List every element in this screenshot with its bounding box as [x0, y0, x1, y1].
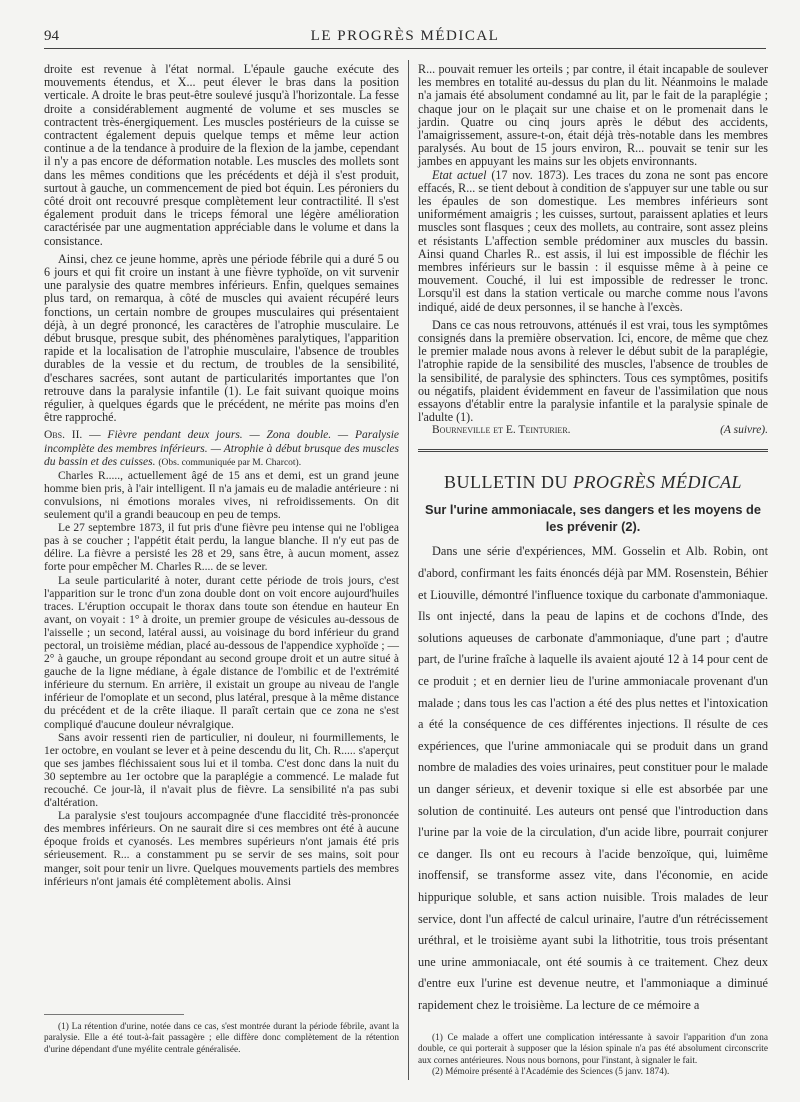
authors-signature: Bourneville et E. Teinturier. [432, 424, 571, 437]
observation-credit: (Obs. communiquée par M. Charcot). [158, 457, 302, 468]
journal-title: LE PROGRÈS MÉDICAL [310, 28, 500, 44]
etat-actuel-text: (17 nov. 1873). Les traces du zona ne sont pas encore effacés, R... se tient debout à condition de s'appuyer sur une table ou sur les épaules de son domestique. Les membres inférieurs sont uniformément amaigris ; les cuisses, surtout, paraissent aplaties et leurs muscles sont flasques ; ceux des mollets, au contraire, sont assez pleins et résistants L'affection semble prédominer aux muscles du bassin. Ainsi quand Charles R.. est assis, il lui est impossible de fléchir les membres inférieurs sur le bassin : il esquisse même à à peine ce mouvement. Couché, il lui est impossible de redresser le tronc. Lorsqu'il est dans la station verticale ou marche comme nous l'avons indiqué, aidé de deux personnes, il se hanche à l'excès. [418, 167, 768, 314]
left-paragraph-2: Ainsi, chez ce jeune homme, après une période fébrile qui a duré 5 ou 6 jours et qui fit croire un instant à une fièvre typhoïde, on vit survenir une paralysie des quatre membres inférieurs. Enfin, quelques semaines plus tard, on remarqua, à côté de muscles qui avaient récupéré leurs fonctions, un certain nombre de groupes musculaires qui présentaient déjà, à un degré prononcé, les caractères de l'atrophie musculaire. Le début brusque, presque subit, des phénomènes paralytiques, l'apparition rapide et la localisation de l'atrophie musculaire, l'absence de troubles durables de la vessie et du rectum, de troubles de la sensibilité, d'eschares sacrées, sont autant de particularités importantes que l'on retrouve dans la paralysie infantile (1). Le fait suivant quoique moins régulier, à quelques égards que le précédent, ne mérite pas moins d'en être rapproché. [44, 251, 399, 425]
bulletin-title [418, 472, 768, 493]
left-paragraph-6: Sans avoir ressenti rien de particulier, ni douleur, ni fourmillements, le 1er octobre, en voulant se lever et à peine descendu du lit, Ch. R..... s'aperçut que ses jambes fléchissaient sous lui et il tomba. C'est donc dans la nuit du 30 septembre au 1er octobre que la paraplégie a commencé. Le malade fut recouché. Ce jour-là, il n'avait plus de fièvre. La sensibilité n'a pas subi d'altération. [44, 731, 399, 810]
observation-label: Obs. II. — [44, 429, 101, 442]
left-paragraph-4: Le 27 septembre 1873, il fut pris d'une fièvre peu intense qui ne l'obligea pas à se coucher ; l'appétit était perdu, la langue blanche. Il n'y eut pas de délire. La fièvre a persisté les 28 et 29, sans être, à aucun moment, assez forte pour empêcher M. Charles R.... de se lever. [44, 522, 399, 574]
to-be-continued: (A suivre). [720, 424, 768, 437]
right-column [418, 63, 768, 1017]
right-paragraph-2 [418, 169, 768, 314]
page-number: 94 [44, 28, 59, 44]
signature-line [418, 424, 768, 437]
column-divider [408, 60, 409, 1080]
bulletin-title-part-1: BULLETIN DU [444, 472, 568, 493]
left-paragraph-1: droite est revenue à l'état normal. L'épaule gauche exécute des mouvements étendus, et X... peut élever le bras dans la position verticale. A droite le bras peut-être soulevé jusqu'à l'horizontale. La fesse droite a considérablement augmenté de volume et ses muscles se contractent très-énergiquement. Les muscles postérieurs de la cuisse se contractent également depuis quelque temps et même leur action continue a de la tendance à produire de la flexion de la jambe, cependant il n'y a pas encore de déformation notable. Les muscles des mollets sont dans les mêmes conditions que les précédents et déjà il s'est produit, surtout à gauche, un commencement de pied bot équin. Les péroniers du côté droit ont recouvré presque complètement leur contractilité. Il s'est également produit dans le triceps fémoral une légère amélioration caractérisée par une augmentation appréciable dans le volume et dans la consistance. [44, 62, 399, 248]
page-header [44, 28, 766, 49]
bulletin-title-part-2: PROGRÈS MÉDICAL [573, 472, 742, 493]
right-footnotes [418, 1033, 768, 1079]
left-paragraph-3: Charles R....., actuellement âgé de 15 ans et demi, est un grand jeune homme bien pris, à l'air intelligent. Il n'a jamais eu de maladie antérieure : ni convulsions, ni émotions morales vives, ni refroidissements. On dit seulement qu'il a grandi beaucoup en peu de temps. [44, 469, 399, 522]
right-footnote-2: (2) Mémoire présenté à l'Académie des Sciences (5 janv. 1874). [432, 1067, 670, 1078]
observation-title: Fièvre pendant deux jours. — Zona double. — Paralysie incomplète des membres inférieurs. — Atrophie à début brusque des muscles du bassin et des cuisses. [44, 429, 400, 468]
left-footnote-rule [44, 1014, 184, 1015]
left-column [44, 63, 399, 889]
section-divider [418, 449, 768, 452]
left-paragraph-7: La paralysie s'est toujours accompagnée d'une flaccidité très-prononcée des membres inférieurs. On ne saurait dire si ces membres ont été à aucune époque froids et cyanosés. Les membres supérieurs n'ont jamais été pris sérieusement. R... a constamment pu se servir de ses mains, soit pour manger, soit pour tenir un livre. Quelques mouvements partiels des membres inférieurs n'ont jamais été complètement abolis. Ainsi [44, 810, 399, 888]
article-subtitle: Sur l'urine ammoniacale, ses dangers et les moyens de les prévenir (2). [425, 502, 761, 535]
right-paragraph-4: Dans une série d'expériences, MM. Gosselin et Alb. Robin, ont d'abord, confirmant les faits énoncés déjà par MM. Rosenstein, Béhier et Liouville, démontré l'influence toxique du carbonate d'ammoniaque. Ils ont injecté, dans la peau de lapins et de cochons d'Inde, des solutions aqueuses de carbonate d'ammoniaque, d'une part ; d'autre part, de l'urine fraîche à laquelle ils avaient ajouté 12 à 14 pour cent de ce produit ; et en dernier lieu de l'urine ammoniacale provenant d'un malade ; dans tous les cas l'action a été des plus nettes et l'intoxication a été la conséquence de ces différentes injections. Il résulte de ces expériences, que l'urine ammoniacale qui se produit dans un grand nombre de maladies des voies urinaires, peut constituer pour le malade un danger sérieux, et devenir toxique si elle est absorbée par une solution de continuité. Les auteurs ont pensé que l'introduction dans l'urine par la voie de la circulation, d'un acide libre, pourrait conjurer ce danger. Ils ont eu recours à l'acide benzoïque, qui, luimême inoffensif, se transforme assez vite, dans l'économie, en acide hippurique soluble, et sans action nuisible. Trois malades de leur service, dont l'un affecté de calcul urinaire, l'autre d'un rétrécissement uréthral, et le troisième ayant subi la lithotritie, tous trois présentant une urine ammoniacale, ont été soumis à ce traitement. Chez deux d'entre eux l'urine est devenue neutre, et l'ammoniaque a diminué rapidement chez le troisième. La lecture de ce mémoire a [418, 544, 768, 1012]
left-footnote-1: (1) La rétention d'urine, notée dans ce cas, s'est montrée durant la période fébrile, avant la paralysie. Elle a été tout-à-fait passagère ; elle diffère donc complètement de la rétention d'urine dépendant d'une myélite centrale généralisée. [44, 1022, 399, 1055]
right-paragraph-1: R... pouvait remuer les orteils ; par contre, il était incapable de soulever les membres en totalité au-dessus du plan du lit. Néanmoins le malade n'a jamais été absolument condamné au lit, par le fait de la paraplégie ; chaque jour on le plaçait sur une chaise et on le promenait dans le jardin. Quatre ou cinq jours après le début des accidents, l'amaigrissement, assure-t-on, était déjà très-notable dans les membres paralysés. Au bout de 15 jours environ, R... pouvait se tenir sur les jambes en appuyant les mains sur les objets environnants. [418, 62, 768, 169]
right-footnote-1: (1) Ce malade a offert une complication intéressante à savoir l'apparition d'un zona double, ce qui porterait à supposer que la lésion spinale n'a pas été absolument circonscrite aux cornes antérieures. Nous nous bornons, pour l'instant, à signaler le fait. [418, 1033, 768, 1066]
observation-heading [44, 429, 399, 469]
left-paragraph-5: La seule particularité à noter, durant cette période de trois jours, c'est l'apparition sur le tronc d'un zona double dont on voit encore aujourd'huiles traces. L'éruption occupait le thorax dans toute son étendue en hauteur En avant, on voyait : 1° à droite, un premier groupe de vésicules au-dessous de l'aisselle ; un second, latéral aussi, au voisinage du bord inférieur du grand pectoral, un troisième médian, placé au-dessous de l'appendice xyphoïde ; — 2° à gauche, un groupe répondant au second groupe droit et un autre situé à gauche de la ligne médiane, à égale distance de l'ombilic et de l'extrémité inférieure du sternum. En arrière, il existait un groupe au niveau de l'angle inférieur de l'omoplate et un second, plus latéral, presque à la même distance du précédent et de la crête iliaque. Il paraît certain que ce zona ne s'est compliqué d'aucune douleur névralgique. [44, 574, 399, 731]
left-footnotes [44, 1022, 399, 1056]
etat-actuel-label: Etat actuel [432, 167, 487, 182]
right-paragraph-3: Dans ce cas nous retrouvons, atténués il est vrai, tous les symptômes consignés dans la première observation. Ici, encore, de même que chez le premier malade nous avons à relever le début subit de la paraplégie, l'atrophie rapide de la sensibilité des muscles, l'absence de troubles de la sensibilité, de paralysie des sphincters. Tous ces symptômes, positifs ou négatifs, plaident évidemment en faveur de l'assimilation que nous essayons d'établir entre la paralysie infantile et la paralysie spinale de l'adulte (1). [418, 317, 768, 425]
